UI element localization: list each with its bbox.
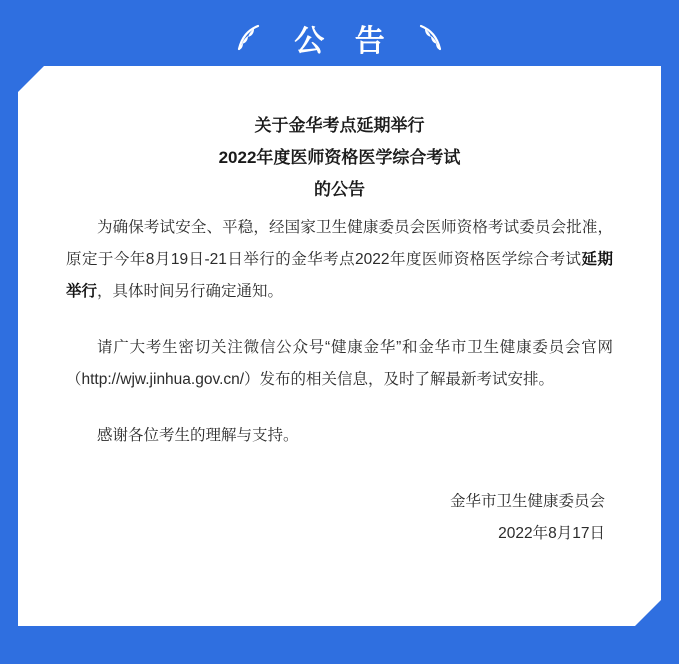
paragraph-3	[66, 420, 613, 452]
document-content	[18, 66, 661, 626]
paragraph-1-text-a: 为确保考试安全、平稳，经国家卫生健康委员会医师资格考试委员会批准，原定于今年8月19日-21日举行的金华考点2022年度医师资格医学综合考试	[66, 219, 613, 268]
paragraph-1-text-b: ，具体时间另行确定通知。	[97, 283, 284, 300]
signature-date: 2022年8月17日	[498, 525, 605, 542]
paragraph-1	[66, 212, 613, 308]
document-title-line-1: 关于金华考点延期举行	[254, 116, 425, 135]
signature-organization: 金华市卫生健康委员会	[449, 493, 605, 510]
document-title-line-2: 2022年度医师资格医学综合考试	[218, 148, 461, 167]
document-title	[66, 110, 613, 206]
paragraph-2-text: 请广大考生密切关注微信公众号“健康金华”和金华市卫生健康委员会官网（http://wjw.jinhua.gov.cn/）发布的相关信息，及时了解最新考试安排。	[66, 339, 613, 388]
document-sheet	[18, 66, 661, 626]
leaf-flourish-right-icon	[413, 21, 447, 55]
document-title-line-3: 的公告	[314, 180, 365, 199]
signature-block	[66, 486, 613, 550]
paragraph-1-emphasis: 延期举行	[66, 251, 613, 300]
leaf-flourish-left-icon	[232, 21, 266, 55]
paragraph-3-text: 感谢各位考生的理解与支持。	[97, 427, 299, 444]
paragraph-2	[66, 332, 613, 396]
poster-header	[0, 0, 679, 76]
poster-title: 公 告	[294, 24, 395, 59]
poster-header-inner	[232, 16, 446, 60]
poster-footer-bar	[0, 626, 679, 664]
